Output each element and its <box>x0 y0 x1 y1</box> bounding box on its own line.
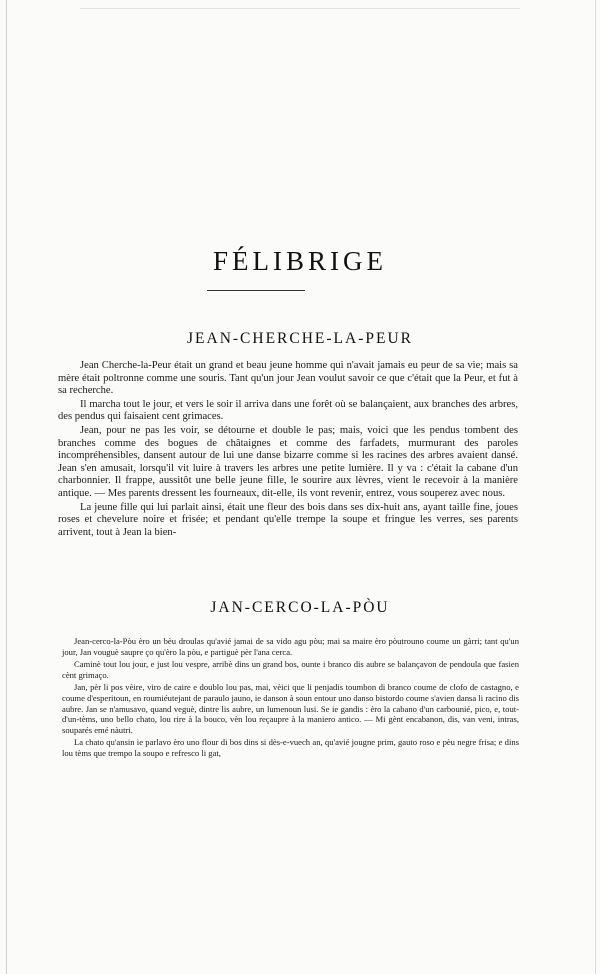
paragraph: Jean-cerco-la-Pòu èro un bèu droulas qu'avié jamai de sa vido agu pòu; mai sa maire èro pòutrouno coume un gàrri; tant qu'un jour, Jan vouguè saupre ço qu'èro la pòu, e partiguè pèr l'ana cerca. <box>62 636 519 657</box>
paragraph: Jan, pèr li pos vèire, viro de caire e doublo lou pas, mai, vèici que li penjadis toumbon di branco coume de clofo de castagno, e coume d'esperitoun, en roumiéutejant de paraulo jauno, ie danson à soun entour uno danso bistordo coume s'avien dansa li racino dis aubre. Jan se n'amusavo, quand veguè, dintre lis aubre, un lumenoun lusi. Se ie gandis : èro la cabano d'un carbounié, pico, e, tout-d'un-tèms, uno bello chato, lou rire à la bouco, vèn lou reçaupre à la maniero antico. — Mi gènt encabanon, dis, van veni, intras, souparés emé nàutri. <box>62 682 519 735</box>
paragraph: Jean, pour ne pas les voir, se détourne et double le pas; mais, voici que les pendus tombent des branches comme des bogues de châtaignes et comme des farfadets, murmurant des paroles incompréhensibles, dansent autour de lui une danse bizarre comme si les racines des arbres avaient dansé. Jean s'en amusait, lorsqu'il vit luire à travers les arbres une petite lumière. Il y va : c'était la cabane d'un charbonnier. Il frappe, aussitôt une belle jeune fille, le sourire aux lèvres, vient le recevoir à la manière antique. — Mes parents dressent les fourneaux, dit-elle, ils vont revenir, entrez, vous souperez avec nous. <box>58 424 518 499</box>
paragraph: Jean Cherche-la-Peur était un grand et beau jeune homme qui n'avait jamais eu peur de sa vie; mais sa mère était poltronne comme une souris. Tant qu'un jour Jean voulut savoir ce que c'était que la Peur, et fut à sa recherche. <box>58 360 518 397</box>
paragraph: La chato qu'ansin ie parlavo èro uno flour di bos dins si dès-e-vuech an, qu'avié jougne prim, gauto roso e pèu negre frisa; e dins lou tèms que trempo la soupo e refresco li gat, <box>62 737 519 758</box>
paragraph: Caminè tout lou jour, e just lou vespre, arribè dins un grand bos, ounte i branco dis aubre se balançavon de pendoula que fasien cènt grimaço. <box>62 659 519 680</box>
title-rule <box>207 290 305 291</box>
scan-edge-left <box>6 0 7 974</box>
scan-edge-right <box>595 0 596 974</box>
main-title: FÉLIBRIGE <box>213 246 387 276</box>
paragraph: La jeune fille qui lui parlait ainsi, était une fleur des bois dans ses dix-huit ans, ayant taille fine, joues roses et chevelure noire et frisée; et pendant qu'elle trempe la soupe et fringue les verres, ses parents arrivent, tout à Jean la bien- <box>58 501 518 538</box>
top-rule <box>80 8 520 9</box>
section-title-provencal: JAN-CERCO-LA-PÒU <box>210 599 390 616</box>
paragraph: Il marcha tout le jour, et vers le soir il arriva dans une forêt où se balançaient, aux branches des arbres, des pendus qui faisaient cent grimaces. <box>58 398 518 423</box>
section-body-provencal <box>62 636 519 761</box>
section-body-french <box>58 360 518 540</box>
section-title-french: JEAN-CHERCHE-LA-PEUR <box>187 330 413 347</box>
